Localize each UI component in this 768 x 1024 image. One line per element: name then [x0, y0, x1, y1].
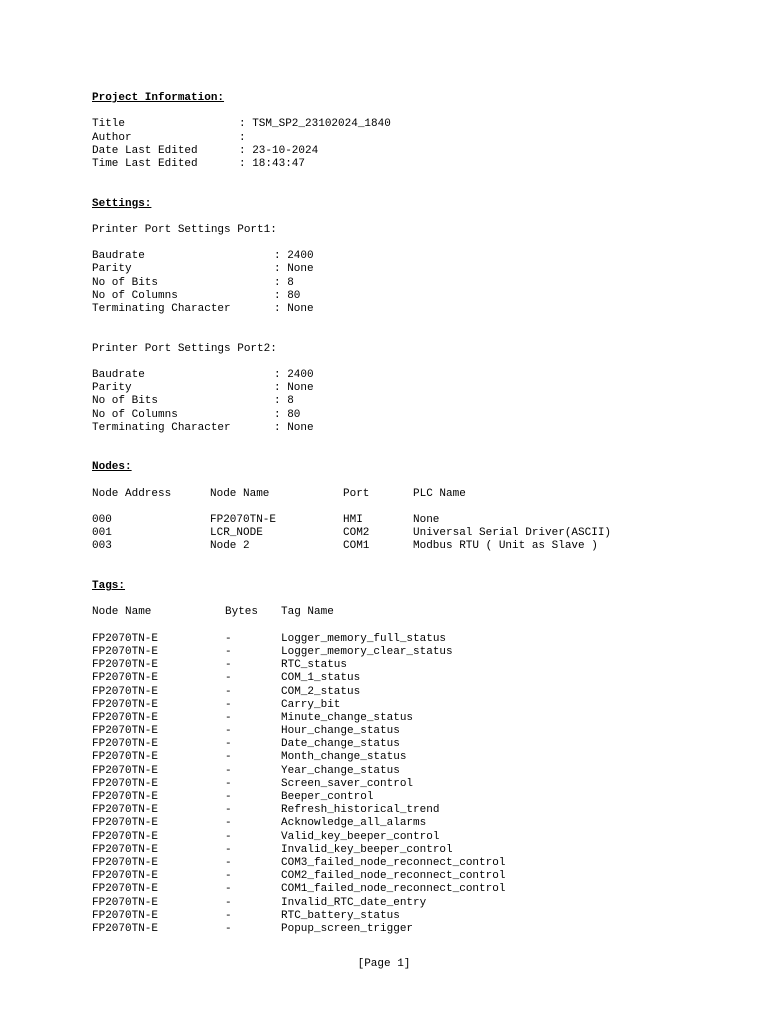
tag-node-name: FP2070TN-E: [92, 698, 159, 711]
table-row: [92, 817, 712, 830]
port1-settings-list: [92, 250, 712, 316]
field-label: Time Last Edited: [92, 157, 198, 170]
tag-node-name: FP2070TN-E: [92, 817, 159, 830]
tag-bytes: -: [225, 791, 232, 803]
table-row: [92, 633, 712, 646]
tag-name: Screen_saver_control: [281, 777, 414, 790]
table-row: [92, 686, 712, 699]
tag-node-name: FP2070TN-E: [92, 804, 159, 817]
column-header: Tag Name: [281, 606, 334, 619]
tag-node-name: FP2070TN-E: [92, 830, 159, 843]
table-row: [92, 778, 712, 791]
tag-node-name: FP2070TN-E: [92, 870, 159, 883]
tag-bytes: -: [225, 685, 232, 698]
tag-node-name: FP2070TN-E: [92, 856, 159, 869]
tag-node-name: FP2070TN-E: [92, 791, 159, 803]
tag-bytes: -: [225, 672, 232, 685]
tag-name: RTC_status: [281, 659, 348, 672]
plc-name: None: [413, 514, 440, 527]
node-port: COM1: [343, 540, 370, 553]
tag-bytes: -: [225, 751, 232, 764]
tag-node-name: FP2070TN-E: [92, 711, 159, 724]
column-header: PLC Name: [413, 487, 466, 500]
tag-node-name: FP2070TN-E: [92, 896, 159, 909]
setting-value: : 2400: [274, 250, 314, 263]
setting-label: Parity: [92, 263, 132, 276]
setting-label: No of Columns: [92, 289, 178, 302]
tag-name: Date_change_status: [281, 738, 400, 751]
tag-bytes: -: [225, 764, 232, 777]
tags-heading: Tags:: [92, 580, 126, 592]
tag-name: Minute_change_status: [281, 711, 414, 724]
project-info-row: [92, 118, 712, 131]
table-row: [92, 883, 712, 896]
tag-name: Acknowledge_all_alarms: [281, 817, 427, 830]
setting-value: : 8: [274, 395, 294, 408]
node-name: LCR_NODE: [210, 527, 263, 540]
tags-header-row: [92, 606, 712, 619]
nodes-table: [92, 488, 712, 554]
page-number: [Page 1]: [357, 958, 411, 970]
setting-row: [92, 303, 712, 316]
tag-bytes: -: [225, 883, 232, 896]
setting-label: Terminating Character: [92, 303, 231, 316]
table-row: [92, 844, 712, 857]
tag-node-name: FP2070TN-E: [92, 659, 159, 672]
tag-bytes: -: [225, 777, 232, 790]
tag-bytes: -: [225, 843, 232, 856]
setting-label: Baudrate: [92, 368, 145, 381]
setting-value: : 8: [274, 276, 294, 289]
project-info-list: [92, 118, 712, 171]
setting-row: [92, 290, 712, 303]
tag-name: COM2_failed_node_reconnect_control: [281, 870, 506, 883]
node-address: 001: [92, 527, 112, 540]
tag-bytes: -: [225, 711, 232, 724]
table-row: [92, 540, 712, 553]
field-label: Author: [92, 131, 132, 144]
node-port: HMI: [343, 514, 363, 527]
tag-name: COM_2_status: [281, 685, 361, 698]
tag-bytes: -: [225, 909, 232, 922]
node-name: Node 2: [210, 540, 250, 553]
tag-bytes: -: [225, 922, 232, 935]
tag-name: Beeper_control: [281, 791, 374, 803]
field-value: : 23-10-2024: [239, 144, 319, 157]
project-info-heading: Project Information:: [92, 92, 225, 104]
node-address: 003: [92, 540, 112, 553]
table-row: [92, 646, 712, 659]
setting-value: : None: [274, 382, 314, 395]
table-row: [92, 910, 712, 923]
port2-title: Printer Port Settings Port2:: [92, 342, 277, 355]
tag-bytes: -: [225, 870, 232, 883]
setting-row: [92, 382, 712, 395]
table-row: [92, 765, 712, 778]
column-header: Node Name: [92, 606, 152, 619]
tag-node-name: FP2070TN-E: [92, 764, 159, 777]
tag-bytes: -: [225, 804, 232, 817]
table-row: [92, 804, 712, 817]
tag-node-name: FP2070TN-E: [92, 685, 159, 698]
setting-row: [92, 409, 712, 422]
tag-node-name: FP2070TN-E: [92, 645, 159, 658]
tag-node-name: FP2070TN-E: [92, 672, 159, 685]
field-label: Title: [92, 118, 126, 131]
setting-label: Terminating Character: [92, 421, 231, 434]
port1-title: Printer Port Settings Port1:: [92, 223, 277, 236]
table-row: [92, 751, 712, 764]
table-row: [92, 514, 712, 527]
setting-value: : 2400: [274, 368, 314, 381]
setting-value: : 80: [274, 289, 301, 302]
table-row: [92, 791, 712, 804]
setting-value: : 80: [274, 408, 301, 421]
setting-row: [92, 263, 712, 276]
field-label: Date Last Edited: [92, 144, 198, 157]
tag-bytes: -: [225, 645, 232, 658]
table-row: [92, 712, 712, 725]
tag-name: Popup_screen_trigger: [281, 922, 414, 935]
tag-name: Invalid_RTC_date_entry: [281, 896, 427, 909]
tag-node-name: FP2070TN-E: [92, 843, 159, 856]
project-info-row: [92, 132, 712, 145]
table-row: [92, 527, 712, 540]
setting-row: [92, 369, 712, 382]
tag-node-name: FP2070TN-E: [92, 738, 159, 751]
tag-name: RTC_battery_status: [281, 909, 400, 922]
tag-name: Invalid_key_beeper_control: [281, 843, 453, 856]
document-page: [92, 92, 712, 936]
field-value: : 18:43:47: [239, 157, 306, 170]
tag-name: Hour_change_status: [281, 725, 400, 738]
table-row: [92, 725, 712, 738]
setting-row: [92, 277, 712, 290]
table-row: [92, 699, 712, 712]
table-row: [92, 857, 712, 870]
setting-value: : None: [274, 421, 314, 434]
table-row: [92, 831, 712, 844]
tag-node-name: FP2070TN-E: [92, 883, 159, 896]
setting-value: : None: [274, 263, 314, 276]
tag-bytes: -: [225, 817, 232, 830]
node-name: FP2070TN-E: [210, 514, 277, 527]
tag-name: Valid_key_beeper_control: [281, 830, 440, 843]
column-header: Bytes: [225, 606, 259, 619]
tag-bytes: -: [225, 659, 232, 672]
tag-name: Year_change_status: [281, 764, 400, 777]
tag-name: Logger_memory_clear_status: [281, 645, 453, 658]
setting-row: [92, 250, 712, 263]
node-port: COM2: [343, 527, 370, 540]
tag-name: Month_change_status: [281, 751, 407, 764]
tag-node-name: FP2070TN-E: [92, 632, 159, 645]
tag-name: Logger_memory_full_status: [281, 632, 447, 645]
setting-label: No of Columns: [92, 408, 178, 421]
tag-node-name: FP2070TN-E: [92, 725, 159, 738]
table-row: [92, 923, 712, 936]
plc-name: Universal Serial Driver(ASCII): [413, 527, 612, 540]
tag-bytes: -: [225, 738, 232, 751]
setting-value: : None: [274, 303, 314, 316]
plc-name: Modbus RTU ( Unit as Slave ): [413, 540, 598, 553]
tag-bytes: -: [225, 698, 232, 711]
table-row: [92, 897, 712, 910]
setting-label: Parity: [92, 382, 132, 395]
column-header: Node Name: [210, 487, 270, 500]
table-row: [92, 870, 712, 883]
table-row: [92, 659, 712, 672]
tag-bytes: -: [225, 632, 232, 645]
project-info-row: [92, 145, 712, 158]
nodes-header-row: [92, 488, 712, 501]
tag-bytes: -: [225, 896, 232, 909]
tag-bytes: -: [225, 725, 232, 738]
nodes-heading: Nodes:: [92, 461, 132, 474]
column-header: Node Address: [92, 487, 172, 500]
tag-bytes: -: [225, 856, 232, 869]
tag-node-name: FP2070TN-E: [92, 751, 159, 764]
table-row: [92, 672, 712, 685]
tag-name: Carry_bit: [281, 698, 341, 711]
node-address: 000: [92, 514, 112, 527]
tag-name: COM1_failed_node_reconnect_control: [281, 883, 506, 896]
tag-node-name: FP2070TN-E: [92, 909, 159, 922]
project-info-row: [92, 158, 712, 171]
tag-bytes: -: [225, 830, 232, 843]
field-value: : TSM_SP2_23102024_1840: [239, 118, 391, 131]
field-value: :: [239, 131, 246, 144]
tag-name: COM3_failed_node_reconnect_control: [281, 856, 506, 869]
tag-name: Refresh_historical_trend: [281, 804, 440, 817]
column-header: Port: [343, 487, 370, 500]
tags-table: [92, 606, 712, 936]
setting-label: Baudrate: [92, 250, 145, 263]
tag-node-name: FP2070TN-E: [92, 922, 159, 935]
tags-rows: [92, 633, 712, 936]
setting-row: [92, 395, 712, 408]
tag-name: COM_1_status: [281, 672, 361, 685]
setting-row: [92, 422, 712, 435]
table-row: [92, 738, 712, 751]
setting-label: No of Bits: [92, 395, 159, 408]
port2-settings-list: [92, 369, 712, 435]
setting-label: No of Bits: [92, 276, 159, 289]
tag-node-name: FP2070TN-E: [92, 777, 159, 790]
settings-heading: Settings:: [92, 197, 152, 210]
